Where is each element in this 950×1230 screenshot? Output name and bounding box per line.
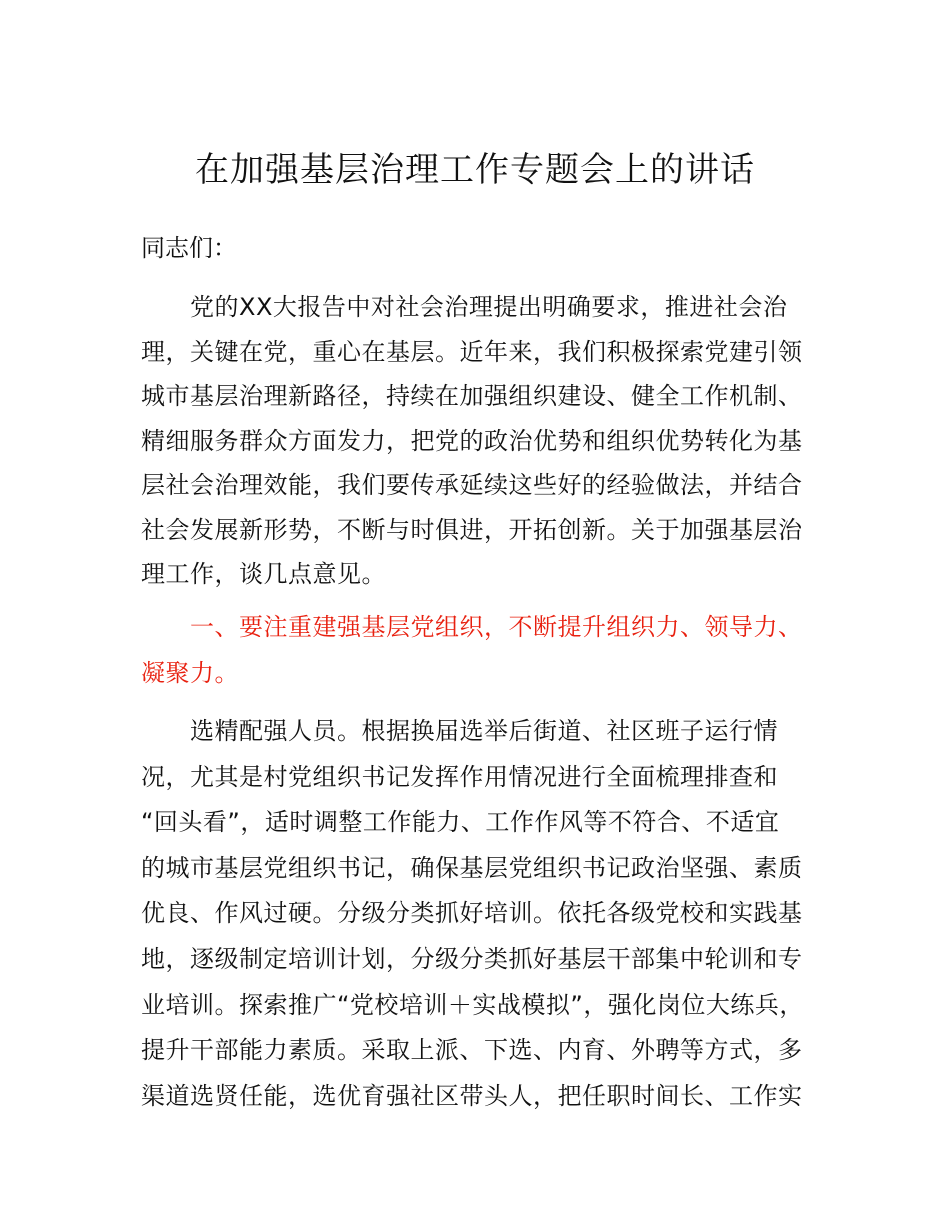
salutation: 同志们： [141, 234, 237, 262]
paragraph-line: 业培训。探索推广“党校培训＋实战模拟”，强化岗位大练兵， [141, 990, 804, 1019]
paragraph-line: 社会发展新形势，不断与时俱进，开拓创新。关于加强基层治 [141, 515, 803, 544]
heading-line: 凝聚力。 [141, 659, 239, 687]
document-title: 在加强基层治理工作专题会上的讲话 [195, 150, 755, 190]
paragraph-line: 优良、作风过硬。分级分类抓好培训。依托各级党校和实践基 [141, 899, 803, 928]
paragraph-line: 地，逐级制定培训计划，分级分类抓好基层干部集中轮训和专 [141, 944, 803, 973]
paragraph-line: 精细服务群众方面发力，把党的政治优势和组织优势转化为基 [141, 426, 803, 455]
paragraph-line: 理，关键在党，重心在基层。近年来，我们积极探索党建引领 [141, 337, 803, 366]
paragraph-line: 渠道选贤任能，选优育强社区带头人，把任职时间长、工作实 [141, 1081, 803, 1110]
paragraph-line: 层社会治理效能，我们要传承延续这些好的经验做法，并结合 [141, 471, 803, 499]
section-heading-1 [141, 604, 841, 696]
section-1-body [141, 709, 831, 1119]
heading-line: 一、要注重建强基层党组织，不断提升组织力、领导力、 [141, 613, 803, 641]
paragraph-line: 党的XX大报告中对社会治理提出明确要求，推进社会治 [141, 293, 788, 321]
paragraph-line: 理工作，谈几点意见。 [141, 560, 386, 588]
paragraph-line: 选精配强人员。根据换届选举后街道、社区班子运行情 [141, 717, 778, 745]
paragraph-line: 城市基层治理新路径，持续在加强组织建设、健全工作机制、 [141, 382, 803, 410]
intro-paragraph [141, 285, 831, 597]
paragraph-line: “回头看”，适时调整工作能力、工作作风等不符合、不适宜 [141, 808, 780, 837]
paragraph-line: 的城市基层党组织书记，确保基层党组织书记政治坚强、素质 [141, 853, 803, 882]
paragraph-line: 提升干部能力素质。采取上派、下选、内育、外聘等方式，多 [141, 1036, 803, 1065]
paragraph-line: 况，尤其是村党组织书记发挥作用情况进行全面梳理排查和 [141, 762, 778, 791]
